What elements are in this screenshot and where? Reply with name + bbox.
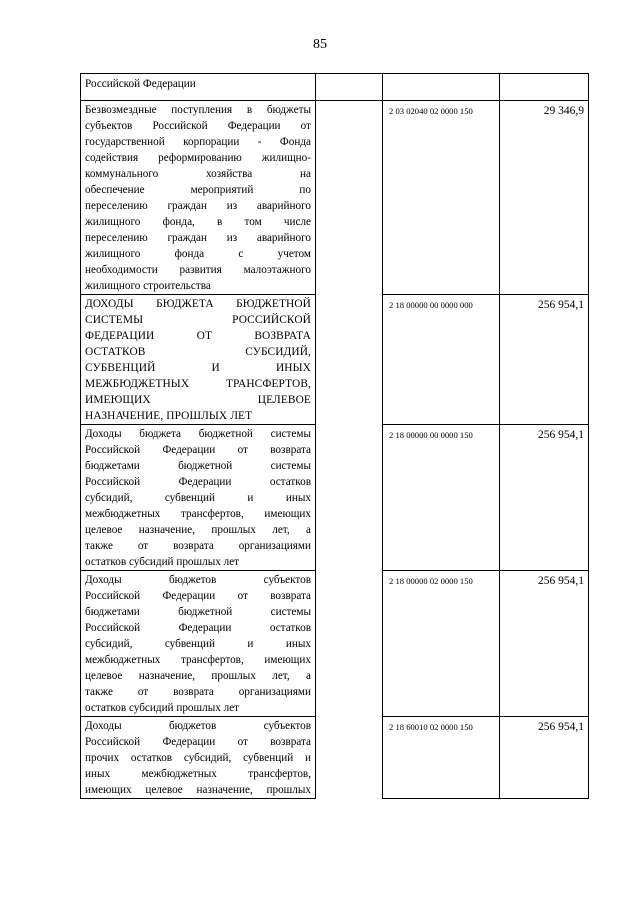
revenue-name [81,425,315,570]
table-row [81,425,589,571]
amount-value: 256 954,1 [538,299,584,311]
revenue-name-line: ИМЕЮЩИХ ЦЕЛЕВОЕ [85,394,311,406]
revenue-table [80,73,589,799]
page-number: 85 [313,37,327,52]
empty-column-cell [316,74,383,101]
revenue-name-line: переселению граждан из аварийного [85,200,311,212]
revenue-name-line: также от возврата организациями [85,686,311,698]
revenue-name [81,101,315,294]
amount-value [500,74,588,77]
revenue-name-line: жилищного фонда с учетом [85,248,311,260]
revenue-name-line: межбюджетных трансфертов, имеющих [85,654,311,666]
budget-code [383,74,499,78]
revenue-name-line: Российской Федерации от возврата [85,736,311,748]
revenue-name-line: целевое назначение, прошлых лет, а [85,524,311,536]
revenue-name-line: имеющих целевое назначение, прошлых [85,784,311,796]
revenue-name [81,295,315,424]
revenue-name-line: необходимости развития малоэтажного [85,264,311,276]
table-row [81,74,589,101]
revenue-name-line: Российской Федерации от возврата [85,590,311,602]
revenue-table-body [81,74,589,799]
empty-column-cell [316,101,383,295]
empty-column-cell [316,717,383,799]
revenue-name-line: также от возврата организациями [85,540,311,552]
revenue-name-line: субсидий, субвенций и иных [85,492,311,504]
amount-cell [500,295,589,425]
revenue-name-line: Доходы бюджетов субъектов [85,720,311,732]
revenue-name-line: Российской Федерации [85,78,196,90]
revenue-name-line: ДОХОДЫ БЮДЖЕТА БЮДЖЕТНОЙ [85,298,311,310]
revenue-name [81,74,315,92]
revenue-name-line: Доходы бюджета бюджетной системы [85,428,311,440]
revenue-name-line: субсидий, субвенций и иных [85,638,311,650]
empty-column-cell [316,425,383,571]
revenue-name-line: СУБВЕНЦИЙ И ИНЫХ [85,362,311,374]
amount-value: 256 954,1 [538,575,584,587]
revenue-name-line: МЕЖБЮДЖЕТНЫХ ТРАНСФЕРТОВ, [85,378,311,390]
revenue-name-line: Российской Федерации остатков [85,476,311,488]
revenue-name-line: межбюджетных трансфертов, имеющих [85,508,311,520]
amount-cell [500,74,589,101]
revenue-name-line: Доходы бюджетов субъектов [85,574,311,586]
budget-code-cell [383,101,500,295]
amount-value: 256 954,1 [538,721,584,733]
revenue-name-line: СИСТЕМЫ РОССИЙСКОЙ [85,314,311,326]
revenue-name-cell [81,295,316,425]
revenue-name-cell [81,74,316,101]
revenue-name-line: жилищного строительства [85,280,211,292]
revenue-name-line: субъектов Российской Федерации от [85,120,311,132]
amount-value: 29 346,9 [543,105,584,117]
revenue-name-cell [81,425,316,571]
budget-code: 2 18 00000 02 0000 150 [389,576,473,586]
budget-code-cell [383,425,500,571]
amount-value: 256 954,1 [538,429,584,441]
budget-code: 2 18 00000 00 0000 000 [389,300,473,310]
revenue-name-line: Безвозмездные поступления в бюджеты [85,104,311,116]
amount-cell [500,425,589,571]
revenue-name [81,717,315,798]
revenue-name [81,571,315,716]
budget-code-cell [383,571,500,717]
amount-cell [500,101,589,295]
empty-column-cell [316,571,383,717]
budget-code: 2 03 02040 02 0000 150 [389,106,473,116]
revenue-name-line: бюджетами бюджетной системы [85,606,311,618]
budget-code: 2 18 00000 00 0000 150 [389,430,473,440]
revenue-name-cell [81,101,316,295]
revenue-name-line: ОСТАТКОВ СУБСИДИЙ, [85,346,311,358]
revenue-name-line: целевое назначение, прошлых лет, а [85,670,311,682]
table-row [81,101,589,295]
budget-code-cell [383,717,500,799]
amount-cell [500,717,589,799]
revenue-name-cell [81,717,316,799]
revenue-name-line: содействия реформированию жилищно- [85,152,311,164]
revenue-name-line: остатков субсидий прошлых лет [85,556,240,568]
revenue-name-line: переселению граждан из аварийного [85,232,311,244]
revenue-name-line: Российской Федерации от возврата [85,444,311,456]
revenue-name-line: коммунального хозяйства на [85,168,311,180]
revenue-name-line: ФЕДЕРАЦИИ ОТ ВОЗВРАТА [85,330,311,342]
revenue-name-line: НАЗНАЧЕНИЕ, ПРОШЛЫХ ЛЕТ [85,410,253,422]
budget-code: 2 18 60010 02 0000 150 [389,722,473,732]
table-row [81,571,589,717]
empty-column-cell [316,295,383,425]
revenue-name-line: государственной корпорации - Фонда [85,136,311,148]
revenue-name-line: бюджетами бюджетной системы [85,460,311,472]
revenue-name-line: прочих остатков субсидий, субвенций и [85,752,311,764]
budget-code-cell [383,295,500,425]
revenue-name-line: иных межбюджетных трансфертов, [85,768,311,780]
table-row [81,295,589,425]
revenue-name-line: обеспечение мероприятий по [85,184,311,196]
table-row [81,717,589,799]
amount-cell [500,571,589,717]
budget-code-cell [383,74,500,101]
revenue-name-line: Российской Федерации остатков [85,622,311,634]
revenue-name-cell [81,571,316,717]
revenue-name-line: жилищного фонда, в том числе [85,216,311,228]
revenue-name-line: остатков субсидий прошлых лет [85,702,240,714]
